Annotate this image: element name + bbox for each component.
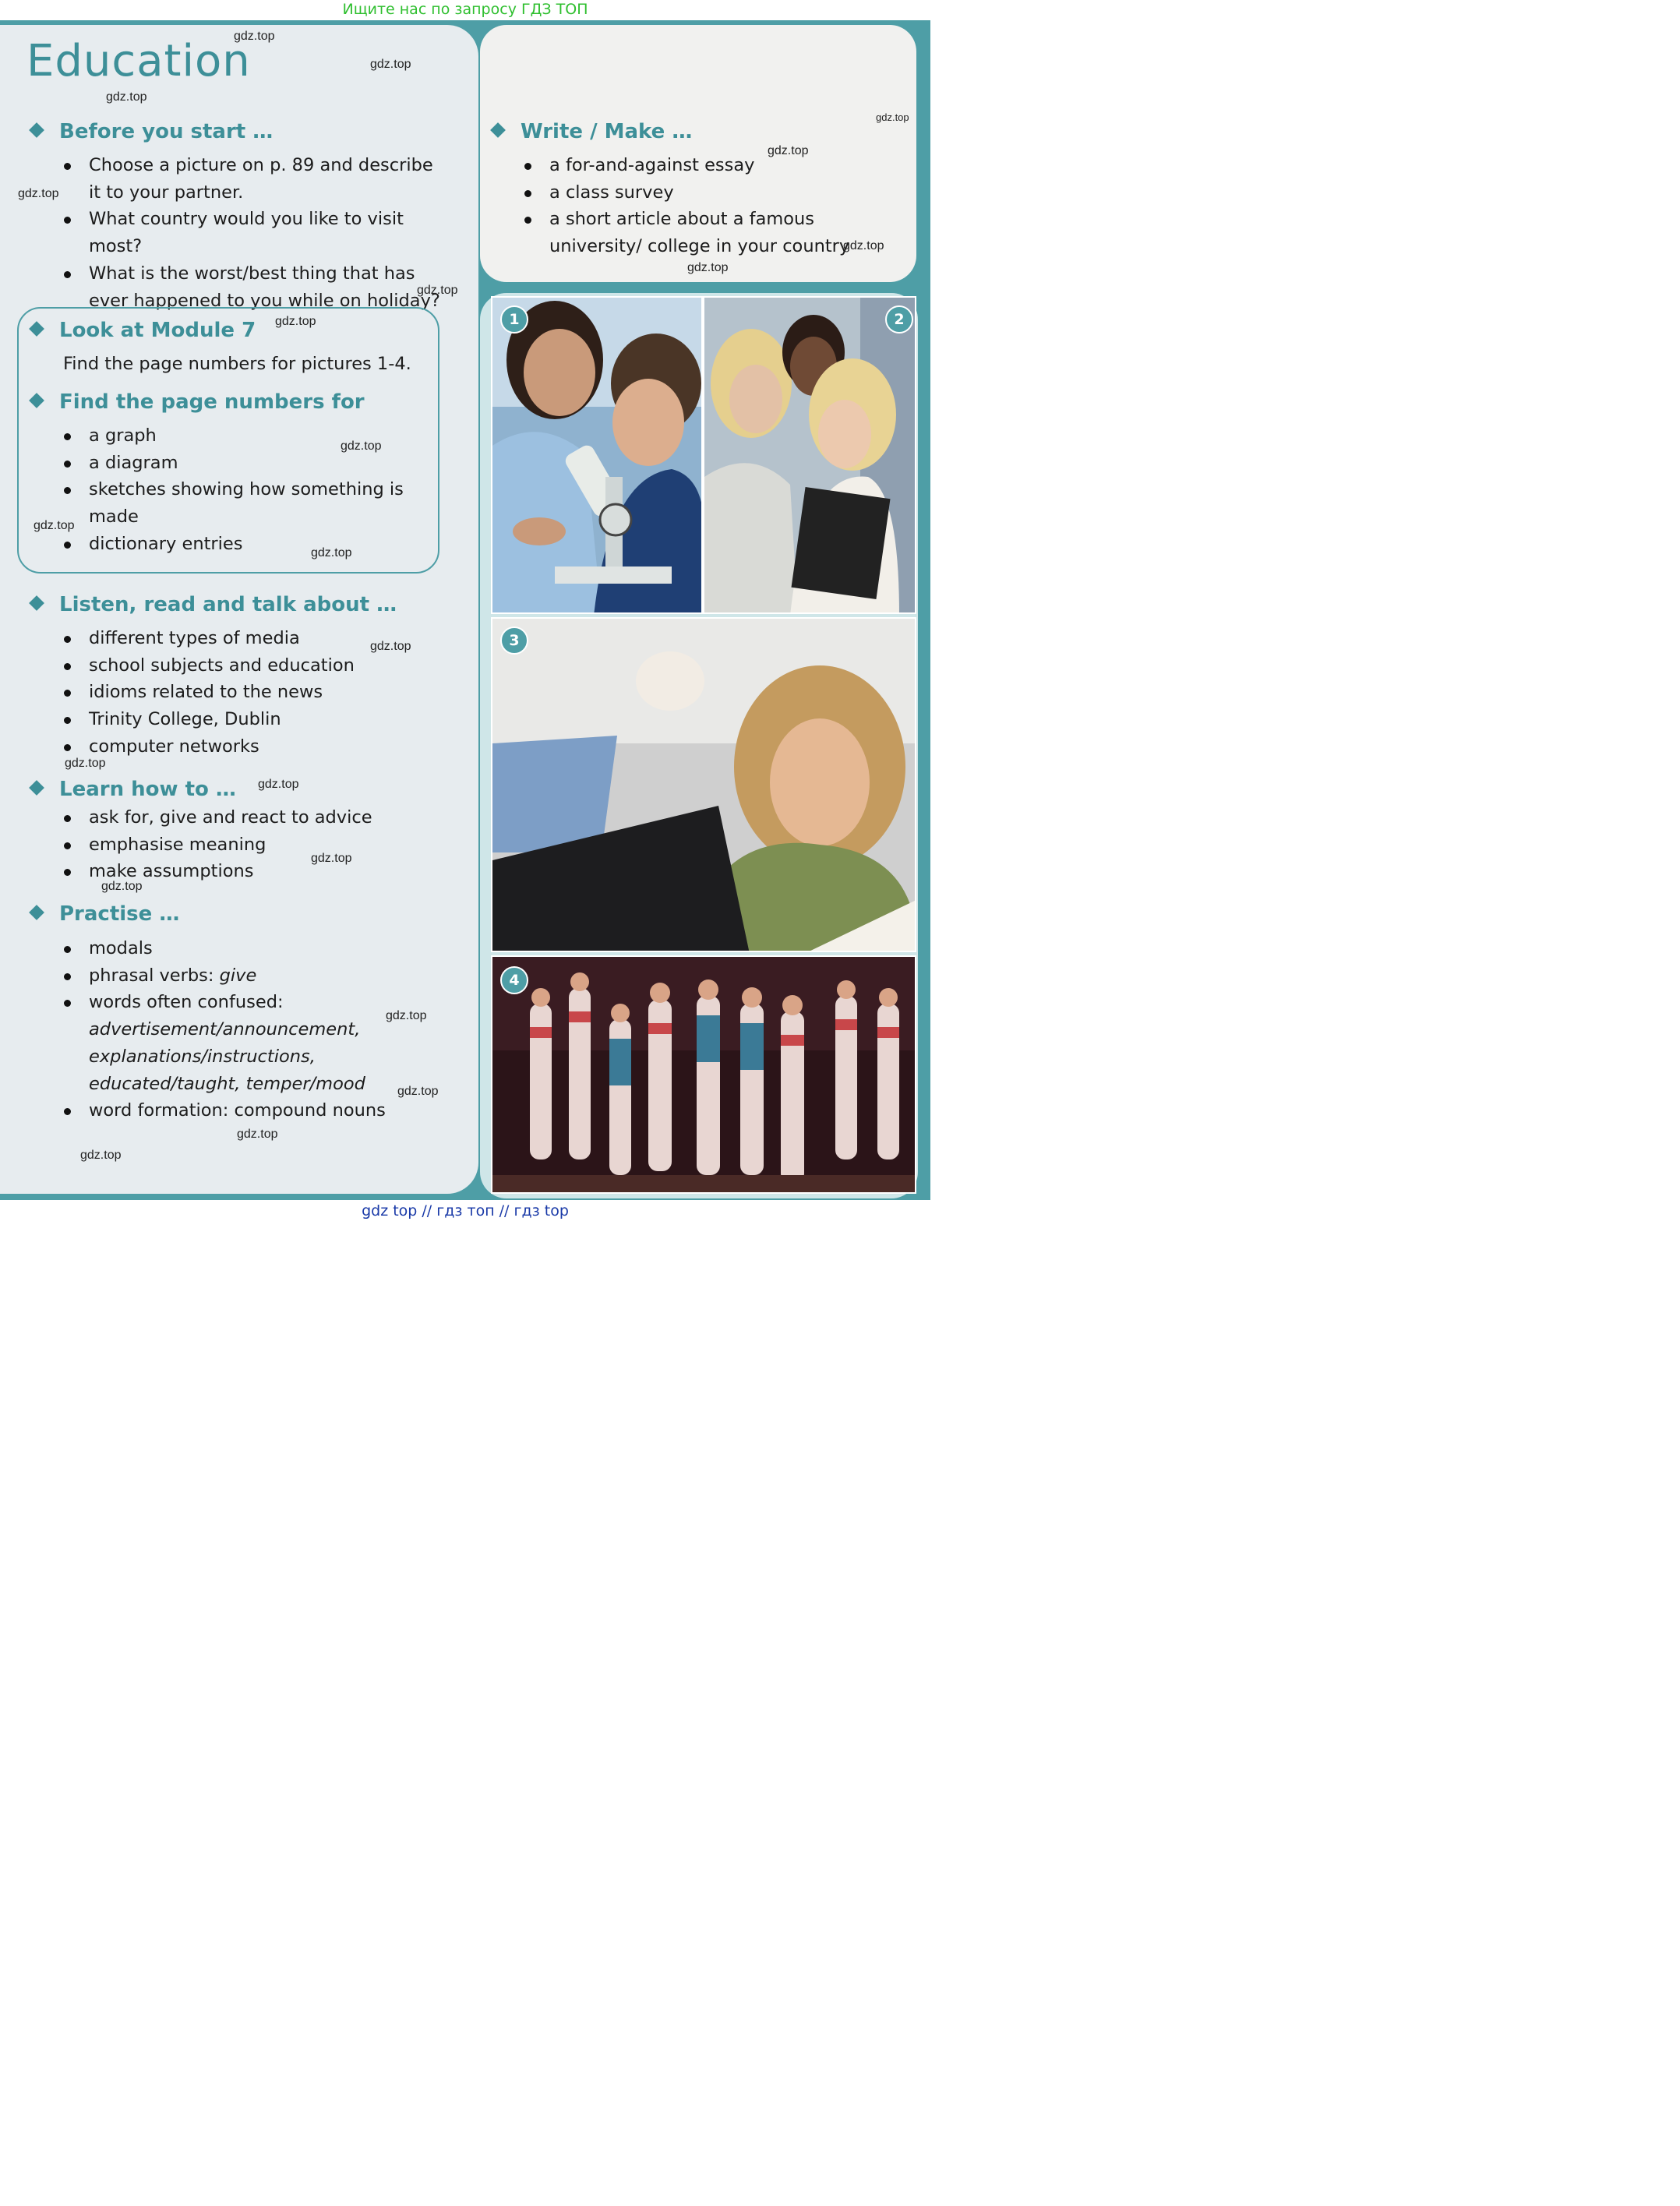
list-item: modals [62,935,460,962]
list-item: emphasise meaning [62,831,452,859]
list-item: school subjects and education [62,652,452,679]
list-item: a short article about a famous university/ college in your country [523,206,893,259]
top-banner: Ищите нас по запросу ГДЗ ТОП [342,1,588,18]
watermark: gdz.top [843,239,884,252]
watermark: gdz.top [18,187,59,200]
confused-words: educated/taught, temper/mood [89,1073,365,1094]
write-heading-text: Write / Make … [521,120,693,143]
watermark: gdz.top [101,880,143,893]
confused-words: advertisement/announcement, [89,1019,361,1040]
watermark: gdz.top [417,284,458,297]
write-heading [492,120,692,143]
diamond-bullet-icon [490,122,506,138]
learn-list [62,804,452,885]
list-item: make assumptions [62,858,452,885]
photo-microscope [491,296,703,614]
module-text: Find the page numbers for pictures 1-4. [63,354,411,374]
practise-heading-text: Practise … [59,902,180,926]
watermark: gdz.top [311,852,352,865]
list-item: ask for, give and react to advice [62,804,452,831]
diamond-bullet-icon [29,393,44,408]
watermark: gdz.top [65,757,106,770]
watermark: gdz.top [258,778,299,791]
photo-dancers [491,955,916,1194]
phrasal-verb: give [219,965,257,986]
diamond-bullet-icon [29,595,44,611]
before-list [62,152,444,314]
watermark: gdz.top [397,1085,439,1098]
photo-number-badge: 3 [500,627,528,655]
diamond-bullet-icon [29,780,44,796]
list-item: different types of media [62,625,452,652]
module-heading-text: Look at Module 7 [59,319,256,342]
watermark: gdz.top [106,90,147,104]
watermark: gdz.top [237,1128,278,1141]
microscope-scene-icon [492,298,703,614]
watermark: gdz.top [234,30,275,43]
diamond-bullet-icon [29,905,44,920]
list-item: Choose a picture on p. 89 and describe it to your partner. [62,152,444,206]
module-heading [31,319,256,342]
watermark: gdz.top [768,144,809,157]
list-item: idioms related to the news [62,679,452,706]
learn-heading-text: Learn how to … [59,778,236,801]
watermark: gdz.top [386,1009,427,1022]
list-item: What country would you like to visit most? [62,206,444,259]
watermark: gdz.top [687,261,729,274]
confused-label: words often confused: [89,992,284,1013]
photo-laptop [491,617,916,952]
list-item: sketches showing how something is made [62,476,405,530]
find-heading-text: Find the page numbers for [59,390,365,414]
diamond-bullet-icon [29,122,44,138]
confused-words: explanations/instructions, [89,1046,316,1067]
list-item [62,962,460,990]
before-heading [31,120,273,143]
list-item: a graph [62,422,405,450]
students-reading-scene-icon [704,298,916,614]
learn-heading [31,778,236,801]
listen-heading-text: Listen, read and talk about … [59,593,397,616]
list-item: a class survey [523,179,893,206]
phrasal-label: phrasal verbs: [89,965,220,986]
practise-heading [31,902,179,926]
list-item: What is the worst/best thing that has ever happened to you while on holiday? [62,260,444,314]
watermark: gdz.top [34,519,75,532]
girl-laptop-scene-icon [492,619,916,952]
page-title: Education [26,36,251,86]
watermark: gdz.top [876,111,909,123]
list-item: a diagram [62,450,405,477]
list-item: dictionary entries [62,531,405,558]
watermark: gdz.top [275,315,316,328]
list-item: Trinity College, Dublin [62,706,452,733]
before-heading-text: Before you start … [59,120,274,143]
watermark: gdz.top [80,1149,122,1162]
diamond-bullet-icon [29,321,44,337]
photo-number-badge: 4 [500,966,528,994]
bottom-banner: gdz top // гдз топ // гдз top [362,1202,569,1219]
watermark: gdz.top [311,546,352,559]
list-item: a for-and-against essay [523,152,893,179]
photo-students [703,296,916,614]
watermark: gdz.top [370,58,411,71]
watermark: gdz.top [341,439,382,453]
watermark: gdz.top [370,640,411,653]
photo-number-badge: 2 [885,305,913,334]
dancers-stage-scene-icon [492,957,916,1194]
photo-number-badge: 1 [500,305,528,334]
list-item: word formation: compound nouns [62,1097,460,1124]
list-item [62,989,460,1097]
list-item: computer networks [62,733,452,761]
write-list [523,152,893,260]
listen-heading [31,593,397,616]
find-heading [31,390,365,414]
